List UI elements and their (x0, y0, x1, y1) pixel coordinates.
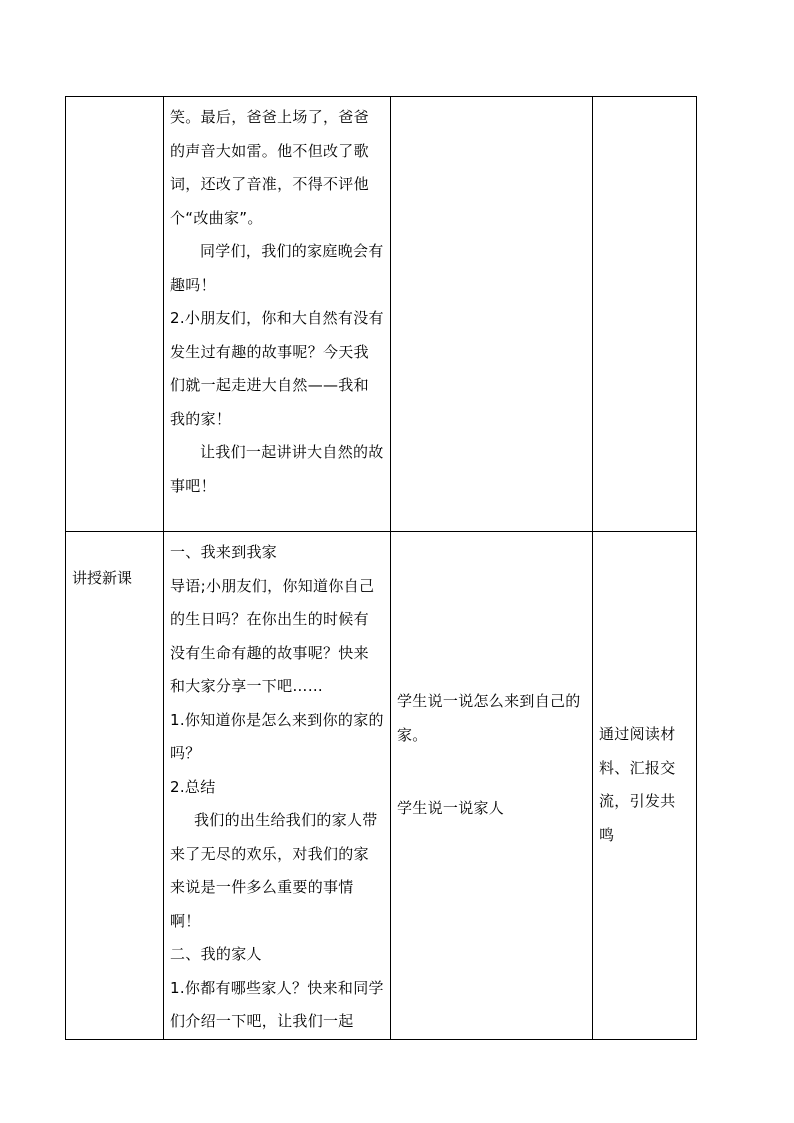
teacher-activity-cell (164, 532, 391, 1040)
table-row (66, 532, 697, 1040)
design-intent-cell (593, 532, 697, 1040)
student-activity-text: 学生说一说怎么来到自己的家。 (397, 692, 581, 744)
teacher-paragraph: 导语;小朋友们，你知道你自己的生日吗？在你出生的时候有没有生命有趣的故事呢？快来和大家分享一下吧…… (170, 576, 375, 695)
lesson-plan-table (65, 96, 697, 1040)
teacher-paragraph: 1.你知道你是怎么来到你的家的吗？ (170, 710, 384, 762)
teacher-paragraph: 2.总结 (170, 777, 216, 796)
teacher-paragraph: 我们的出生给我们的家人带来了无尽的欢乐，对我们的家来说是一件多么重要的事情啊！ (170, 811, 378, 930)
student-activity-cell (391, 97, 593, 532)
stage-cell (66, 97, 164, 532)
student-activity-cell (391, 532, 593, 1040)
section-heading: 二、我的家人 (170, 945, 262, 963)
design-intent-cell (593, 97, 697, 532)
stage-label (66, 97, 163, 127)
teacher-paragraph: 笑。最后，爸爸上场了，爸爸的声音大如雷。他不但改了歌词，还改了音准，不得不评他个“改曲家”。 (170, 108, 369, 227)
teacher-paragraph: 同学们，我们的家庭晚会有趣吗！ (170, 242, 384, 294)
teacher-paragraph: 2.小朋友们，你和大自然有没有发生过有趣的故事呢？今天我们就一起走进大自然——我和我的家！ (170, 309, 384, 428)
design-intent-text (593, 97, 696, 101)
stage-cell (66, 532, 164, 1040)
teacher-paragraph: 1.你都有哪些家人？快来和同学们介绍一下吧，让我们一起 (170, 978, 384, 1030)
teacher-activity-cell (164, 97, 391, 532)
student-activity-text: 学生说一说家人 (397, 799, 505, 817)
table-row (66, 97, 697, 532)
stage-label: 讲授新课 (72, 569, 133, 587)
teacher-paragraph: 让我们一起讲讲大自然的故事吧！ (170, 443, 384, 495)
student-activity-text (391, 97, 592, 101)
section-heading: 一、我来到我家 (170, 543, 278, 561)
design-intent-text: 通过阅读材料、汇报交流，引发共鸣 (599, 725, 676, 844)
